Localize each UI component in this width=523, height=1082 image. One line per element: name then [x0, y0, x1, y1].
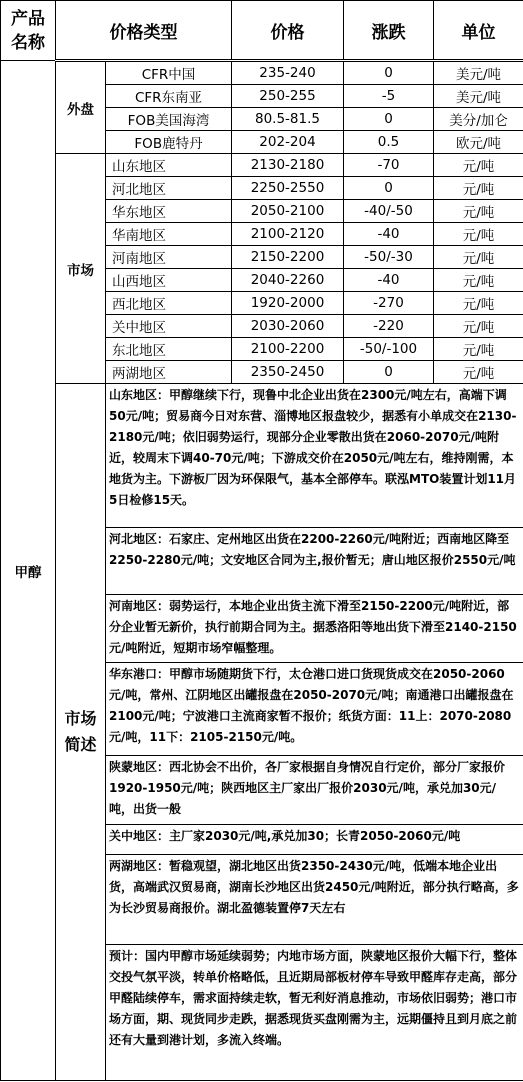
row-change: -40: [344, 269, 434, 292]
row-name: FOB美国海湾: [106, 108, 232, 131]
row-price: 1920-2000: [232, 292, 344, 315]
row-name: 山西地区: [106, 269, 232, 292]
product-name: 甲醇: [1, 61, 56, 1081]
row-unit: 元/吨: [434, 361, 523, 384]
summary-huadong: 华东港口：甲醇市场随期货下行，太仓港口进口货现货成交在2050-2060元/吨，常州、江阴地区出罐报盘在2050-2070元/吨；南通港口出罐报盘在2100元/吨；宁波港口主流商家暂不报价；纸货方面：11上：2070-2080元/吨，11下：2105-2150元/吨。: [106, 663, 523, 756]
header-price: 价格: [232, 1, 344, 61]
row-change: 0.5: [344, 131, 434, 154]
header-change: 涨跌: [344, 1, 434, 61]
row-unit: 美元/吨: [434, 85, 523, 108]
summary-lianghu: 两湖地区：暂稳观望，湖北地区出货2350-2430元/吨，低端本地企业出货，高端武汉贸易商，湖南长沙地区出货2450元/吨附近，部分执行略高，多为长沙贸易商报价。湖北盈德装置停7天左右: [106, 855, 523, 945]
row-name: 华东地区: [106, 200, 232, 223]
row-name: CFR中国: [106, 61, 232, 85]
section-market-label: 市场: [56, 154, 106, 384]
section-external-label: 外盘: [56, 61, 106, 154]
row-change: -40: [344, 223, 434, 246]
section-summary-label: 市场 简述: [56, 384, 106, 1081]
row-unit: 元/吨: [434, 154, 523, 177]
row-unit: 元/吨: [434, 223, 523, 246]
row-name: 河北地区: [106, 177, 232, 200]
row-unit: 美分/加仑: [434, 108, 523, 131]
row-unit: 元/吨: [434, 246, 523, 269]
header-price-type: 价格类型: [56, 1, 232, 61]
row-change: -70: [344, 154, 434, 177]
row-price: 2100-2200: [232, 338, 344, 361]
summary-hebei: 河北地区：石家庄、定州地区出货在2200-2260元/吨附近；西南地区降至2250-2280元/吨；文安地区合同为主,报价暂无；唐山地区报价2550元/吨: [106, 528, 523, 595]
row-change: -40/-50: [344, 200, 434, 223]
row-name: 两湖地区: [106, 361, 232, 384]
row-price: 2050-2100: [232, 200, 344, 223]
table-row: [1, 154, 523, 177]
row-price: 202-204: [232, 131, 344, 154]
row-name: 关中地区: [106, 315, 232, 338]
row-price: 2040-2260: [232, 269, 344, 292]
row-unit: 欧元/吨: [434, 131, 523, 154]
row-change: -220: [344, 315, 434, 338]
row-change: 0: [344, 108, 434, 131]
row-price: 80.5-81.5: [232, 108, 344, 131]
row-name: 华南地区: [106, 223, 232, 246]
header-unit: 单位: [434, 1, 523, 61]
summary-shaanmeng: 陕蒙地区：西北协会不出价，各厂家根据自身情况自行定价，部分厂家报价1920-1950元/吨；陕西地区主厂家出厂报价2030元/吨，承兑加30元/吨，出货一般: [106, 756, 523, 825]
row-change: 0: [344, 361, 434, 384]
row-price: 235-240: [232, 61, 344, 85]
row-price: 2100-2120: [232, 223, 344, 246]
row-name: CFR东南亚: [106, 85, 232, 108]
row-change: -50/-30: [344, 246, 434, 269]
row-name: 山东地区: [106, 154, 232, 177]
summary-henan: 河南地区：弱势运行，本地企业出货主流下滑至2150-2200元/吨附近，部分企业暂无新价，执行前期合同为主。据悉洛阳等地出货下滑至2140-2150元/吨附近，短期市场窄幅整理。: [106, 595, 523, 663]
table-row: [1, 61, 523, 85]
row-change: -270: [344, 292, 434, 315]
row-change: 0: [344, 61, 434, 85]
row-price: 2130-2180: [232, 154, 344, 177]
row-price: 2030-2060: [232, 315, 344, 338]
summary-row: [1, 384, 523, 528]
summary-guanzhong: 关中地区：主厂家2030元/吨,承兑加30；长青2050-2060元/吨: [106, 825, 523, 855]
header-row: [1, 1, 523, 61]
row-name: 西北地区: [106, 292, 232, 315]
row-price: 2250-2550: [232, 177, 344, 200]
summary-shandong: 山东地区：甲醇继续下行，现鲁中北企业出货在2300元/吨左右，高端下调50元/吨；贸易商今日对东营、淄博地区报盘较少，据悉有小单成交在2130-2180元/吨；依旧弱势运行，现部分企业零散出货在2060-2070元/吨附近，较周末下调40-70元/吨；下游成交价在2050元/吨左右，维持刚需，本地货为主。下游板厂因为环保限气，基本全部停车。联泓MTO装置计划11月5日检修15天。: [106, 384, 523, 528]
row-name: 东北地区: [106, 338, 232, 361]
row-unit: 元/吨: [434, 315, 523, 338]
row-price: 250-255: [232, 85, 344, 108]
header-product: 产品 名称: [1, 1, 56, 61]
row-name: FOB鹿特丹: [106, 131, 232, 154]
row-price: 2350-2450: [232, 361, 344, 384]
row-name: 河南地区: [106, 246, 232, 269]
row-unit: 美元/吨: [434, 61, 523, 85]
row-unit: 元/吨: [434, 177, 523, 200]
row-price: 2150-2200: [232, 246, 344, 269]
row-change: -50/-100: [344, 338, 434, 361]
row-unit: 元/吨: [434, 338, 523, 361]
row-change: 0: [344, 177, 434, 200]
row-unit: 元/吨: [434, 292, 523, 315]
row-unit: 元/吨: [434, 200, 523, 223]
row-unit: 元/吨: [434, 269, 523, 292]
summary-forecast: 预计：国内甲醇市场延续弱势；内地市场方面，陕蒙地区报价大幅下行，整体交投气氛平淡，转单价格略低，且近期局部板材停车导致甲醛库存走高，部分甲醛陆续停车，需求面持续走软，暂无利好消息推动，市场依旧弱势；港口市场方面，期、现货同步走跌，据悉现货买盘刚需为主，远期僵持且到月底之前还有大量到港计划，多流入终端。: [106, 945, 523, 1081]
row-change: -5: [344, 85, 434, 108]
